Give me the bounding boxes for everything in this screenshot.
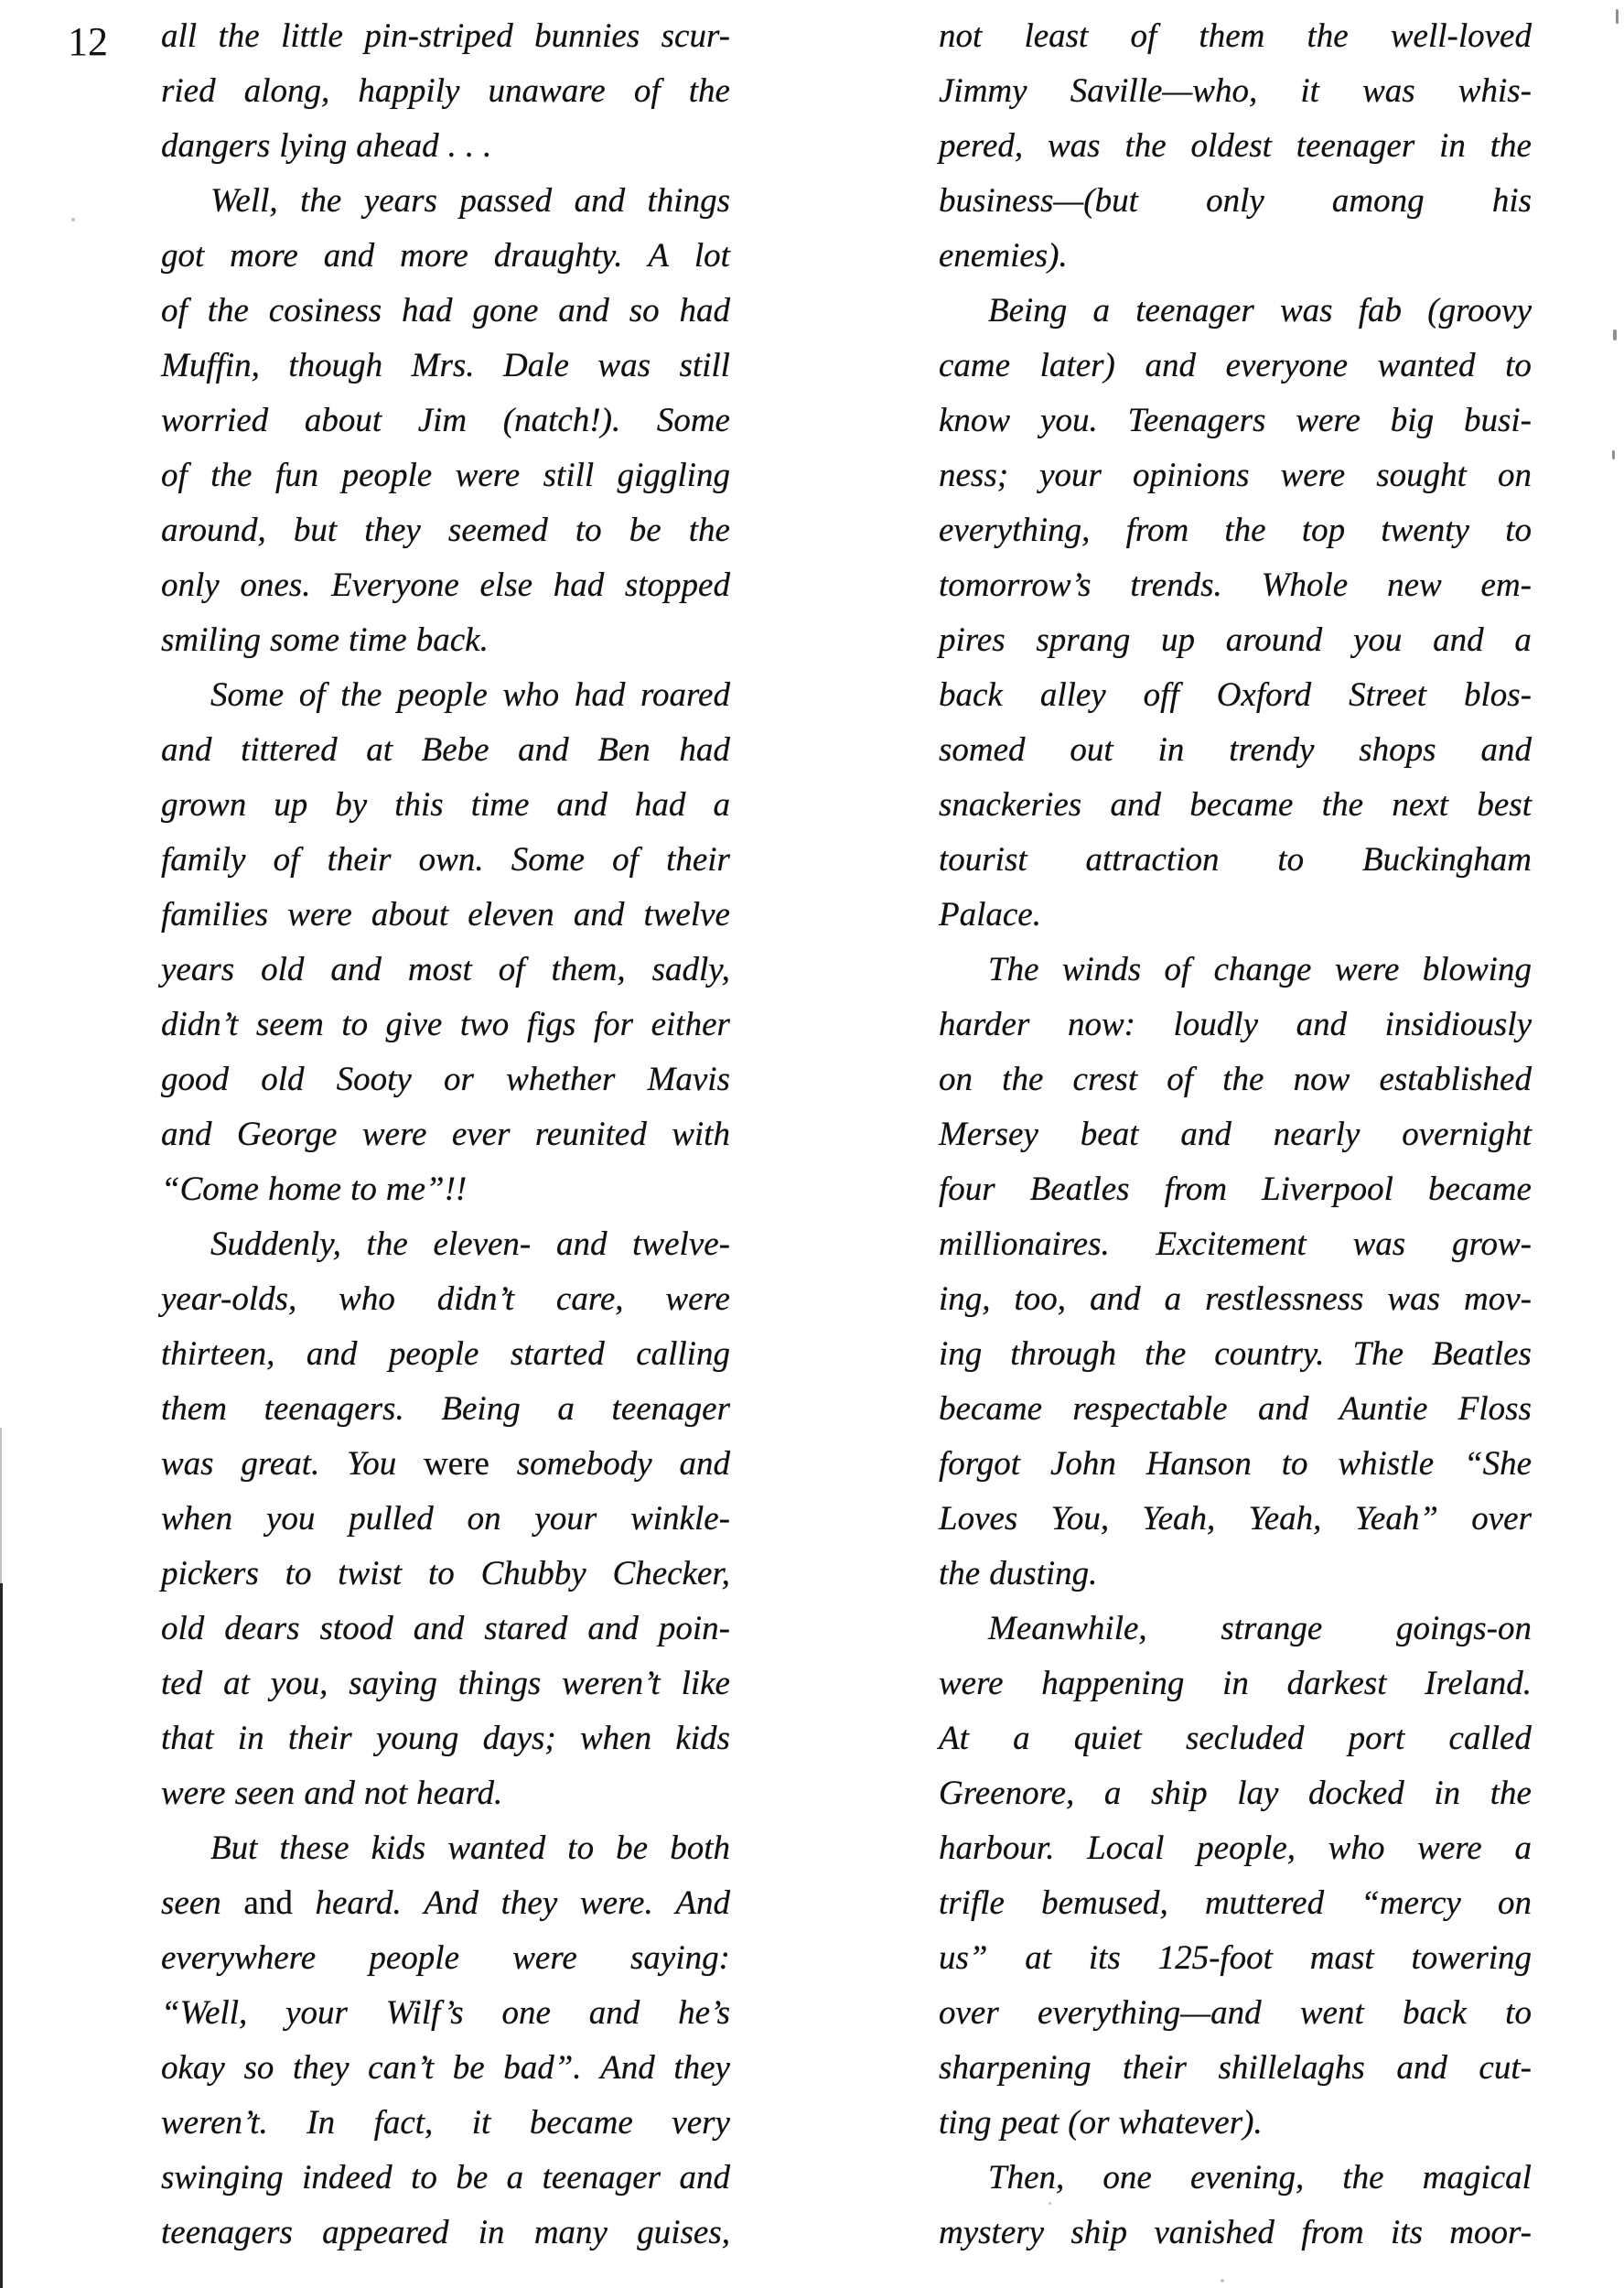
scan-speck [1612, 450, 1615, 459]
text-line: pires sprang up around you and a [939, 621, 1532, 659]
text-line: of the cosiness had gone and so had [161, 292, 730, 329]
text-line: everything, from the top twenty to [939, 512, 1532, 549]
text-line: weren’t. In fact, it became very [161, 2104, 730, 2142]
text-line: dangers lying ahead . . . [161, 127, 492, 165]
text-line: swinging indeed to be a teenager and [161, 2159, 730, 2196]
text-line: sharpening their shillelaghs and cut- [939, 2049, 1532, 2087]
text-line: enemies). [939, 237, 1068, 275]
text-line: ing, too, and a restlessness was mov- [939, 1280, 1532, 1318]
scan-speck [71, 218, 75, 221]
text-line: business—(but only among his [939, 182, 1532, 220]
text-line: millionaires. Excitement was grow- [939, 1225, 1532, 1263]
text-line: Some of the people who had roared [210, 676, 730, 714]
scan-gutter-line-faint [0, 1428, 2, 1583]
text-line: smiling some time back. [161, 621, 489, 659]
text-line: came later) and everyone wanted to [939, 347, 1532, 384]
text-line: pered, was the oldest teenager in the [939, 127, 1532, 165]
text-line: somed out in trendy shops and [939, 731, 1532, 769]
text-line: became respectable and Auntie Floss [939, 1390, 1532, 1428]
text-line: got more and more draughty. A lot [161, 237, 730, 275]
scan-speck [1221, 2279, 1224, 2283]
left-text-column [161, 9, 730, 2261]
text-line: and George were ever reunited with [161, 1116, 730, 1153]
text-line: At a quiet secluded port called [939, 1720, 1532, 1757]
text-line: back alley off Oxford Street blos- [939, 676, 1532, 714]
text-line: was great. You were somebody and [161, 1445, 730, 1483]
text-line: years old and most of them, sadly, [161, 951, 730, 988]
text-line: worried about Jim (natch!). Some [161, 402, 730, 439]
text-line: harder now: loudly and insidiously [939, 1006, 1532, 1043]
text-line: Being a teenager was fab (groovy [988, 292, 1532, 329]
text-line: harbour. Local people, who were a [939, 1829, 1532, 1867]
scan-speck [1049, 2202, 1051, 2205]
text-line: Loves You, Yeah, Yeah, Yeah” over [939, 1500, 1532, 1538]
text-line: “Come home to me”!! [161, 1171, 468, 1208]
text-line: mystery ship vanished from its moor- [939, 2214, 1532, 2251]
text-line: seen and heard. And they were. And [161, 1884, 730, 1922]
text-line: “Well, your Wilf’s one and he’s [161, 1994, 730, 2032]
text-line: trifle bemused, muttered “mercy on [939, 1884, 1532, 1922]
text-line: good old Sooty or whether Mavis [161, 1061, 730, 1098]
text-line: Jimmy Saville—who, it was whis- [939, 72, 1532, 110]
text-line: on the crest of the now established [939, 1061, 1532, 1098]
text-line: Suddenly, the eleven- and twelve- [210, 1225, 730, 1263]
text-line: teenagers appeared in many guises, [161, 2214, 730, 2251]
text-line: But these kids wanted to be both [210, 1829, 730, 1867]
text-line: four Beatles from Liverpool became [939, 1171, 1532, 1208]
text-line: everywhere people were saying: [161, 1939, 730, 1977]
text-line: all the little pin-striped bunnies scur- [161, 17, 730, 55]
text-line: Mersey beat and nearly overnight [939, 1116, 1532, 1153]
text-line: only ones. Everyone else had stopped [161, 567, 730, 604]
text-line: the dusting. [939, 1555, 1098, 1592]
page-number: 12 [68, 19, 108, 64]
text-line: that in their young days; when kids [161, 1720, 730, 1757]
text-line: not least of them the well-loved [939, 17, 1532, 55]
text-line: Well, the years passed and things [210, 182, 730, 220]
text-line: The winds of change were blowing [988, 951, 1532, 988]
text-line: ness; your opinions were sought on [939, 457, 1532, 494]
text-line: Then, one evening, the magical [988, 2159, 1532, 2196]
text-line: forgot John Hanson to whistle “She [939, 1445, 1532, 1483]
scan-gutter-line [0, 1583, 3, 2288]
text-line: around, but they seemed to be the [161, 512, 730, 549]
text-line: know you. Teenagers were big busi- [939, 402, 1532, 439]
text-line: Muffin, though Mrs. Dale was still [161, 347, 730, 384]
text-line: over everything—and went back to [939, 1994, 1532, 2032]
text-line: when you pulled on your winkle- [161, 1500, 730, 1538]
text-line: of the fun people were still giggling [161, 457, 730, 494]
text-line: family of their own. Some of their [161, 841, 730, 879]
text-line: ing through the country. The Beatles [939, 1335, 1532, 1373]
text-line: ried along, happily unaware of the [161, 72, 730, 110]
text-line: grown up by this time and had a [161, 786, 730, 824]
text-line: tomorrow’s trends. Whole new em- [939, 567, 1532, 604]
text-line: were seen and not heard. [161, 1775, 503, 1812]
text-line: pickers to twist to Chubby Checker, [161, 1555, 730, 1592]
text-line: okay so they can’t be bad”. And they [161, 2049, 730, 2087]
text-line: year-olds, who didn’t care, were [161, 1280, 730, 1318]
text-line: thirteen, and people started calling [161, 1335, 730, 1373]
text-line: ting peat (or whatever). [939, 2104, 1263, 2142]
text-line: us” at its 125-foot mast towering [939, 1939, 1532, 1977]
text-line: ted at you, saying things weren’t like [161, 1665, 730, 1702]
text-line: Meanwhile, strange goings-on [988, 1610, 1532, 1647]
scan-speck [1616, 9, 1619, 24]
text-line: didn’t seem to give two figs for either [161, 1006, 730, 1043]
text-line: snackeries and became the next best [939, 786, 1532, 824]
right-text-column [939, 9, 1532, 2261]
text-line: were happening in darkest Ireland. [939, 1665, 1532, 1702]
text-line: and tittered at Bebe and Ben had [161, 731, 730, 769]
scan-speck [1613, 329, 1617, 340]
text-line: Greenore, a ship lay docked in the [939, 1775, 1532, 1812]
text-line: them teenagers. Being a teenager [161, 1390, 730, 1428]
text-line: families were about eleven and twelve [161, 896, 730, 934]
text-line: tourist attraction to Buckingham [939, 841, 1532, 879]
text-line: old dears stood and stared and poin- [161, 1610, 730, 1647]
text-line: Palace. [939, 896, 1041, 934]
